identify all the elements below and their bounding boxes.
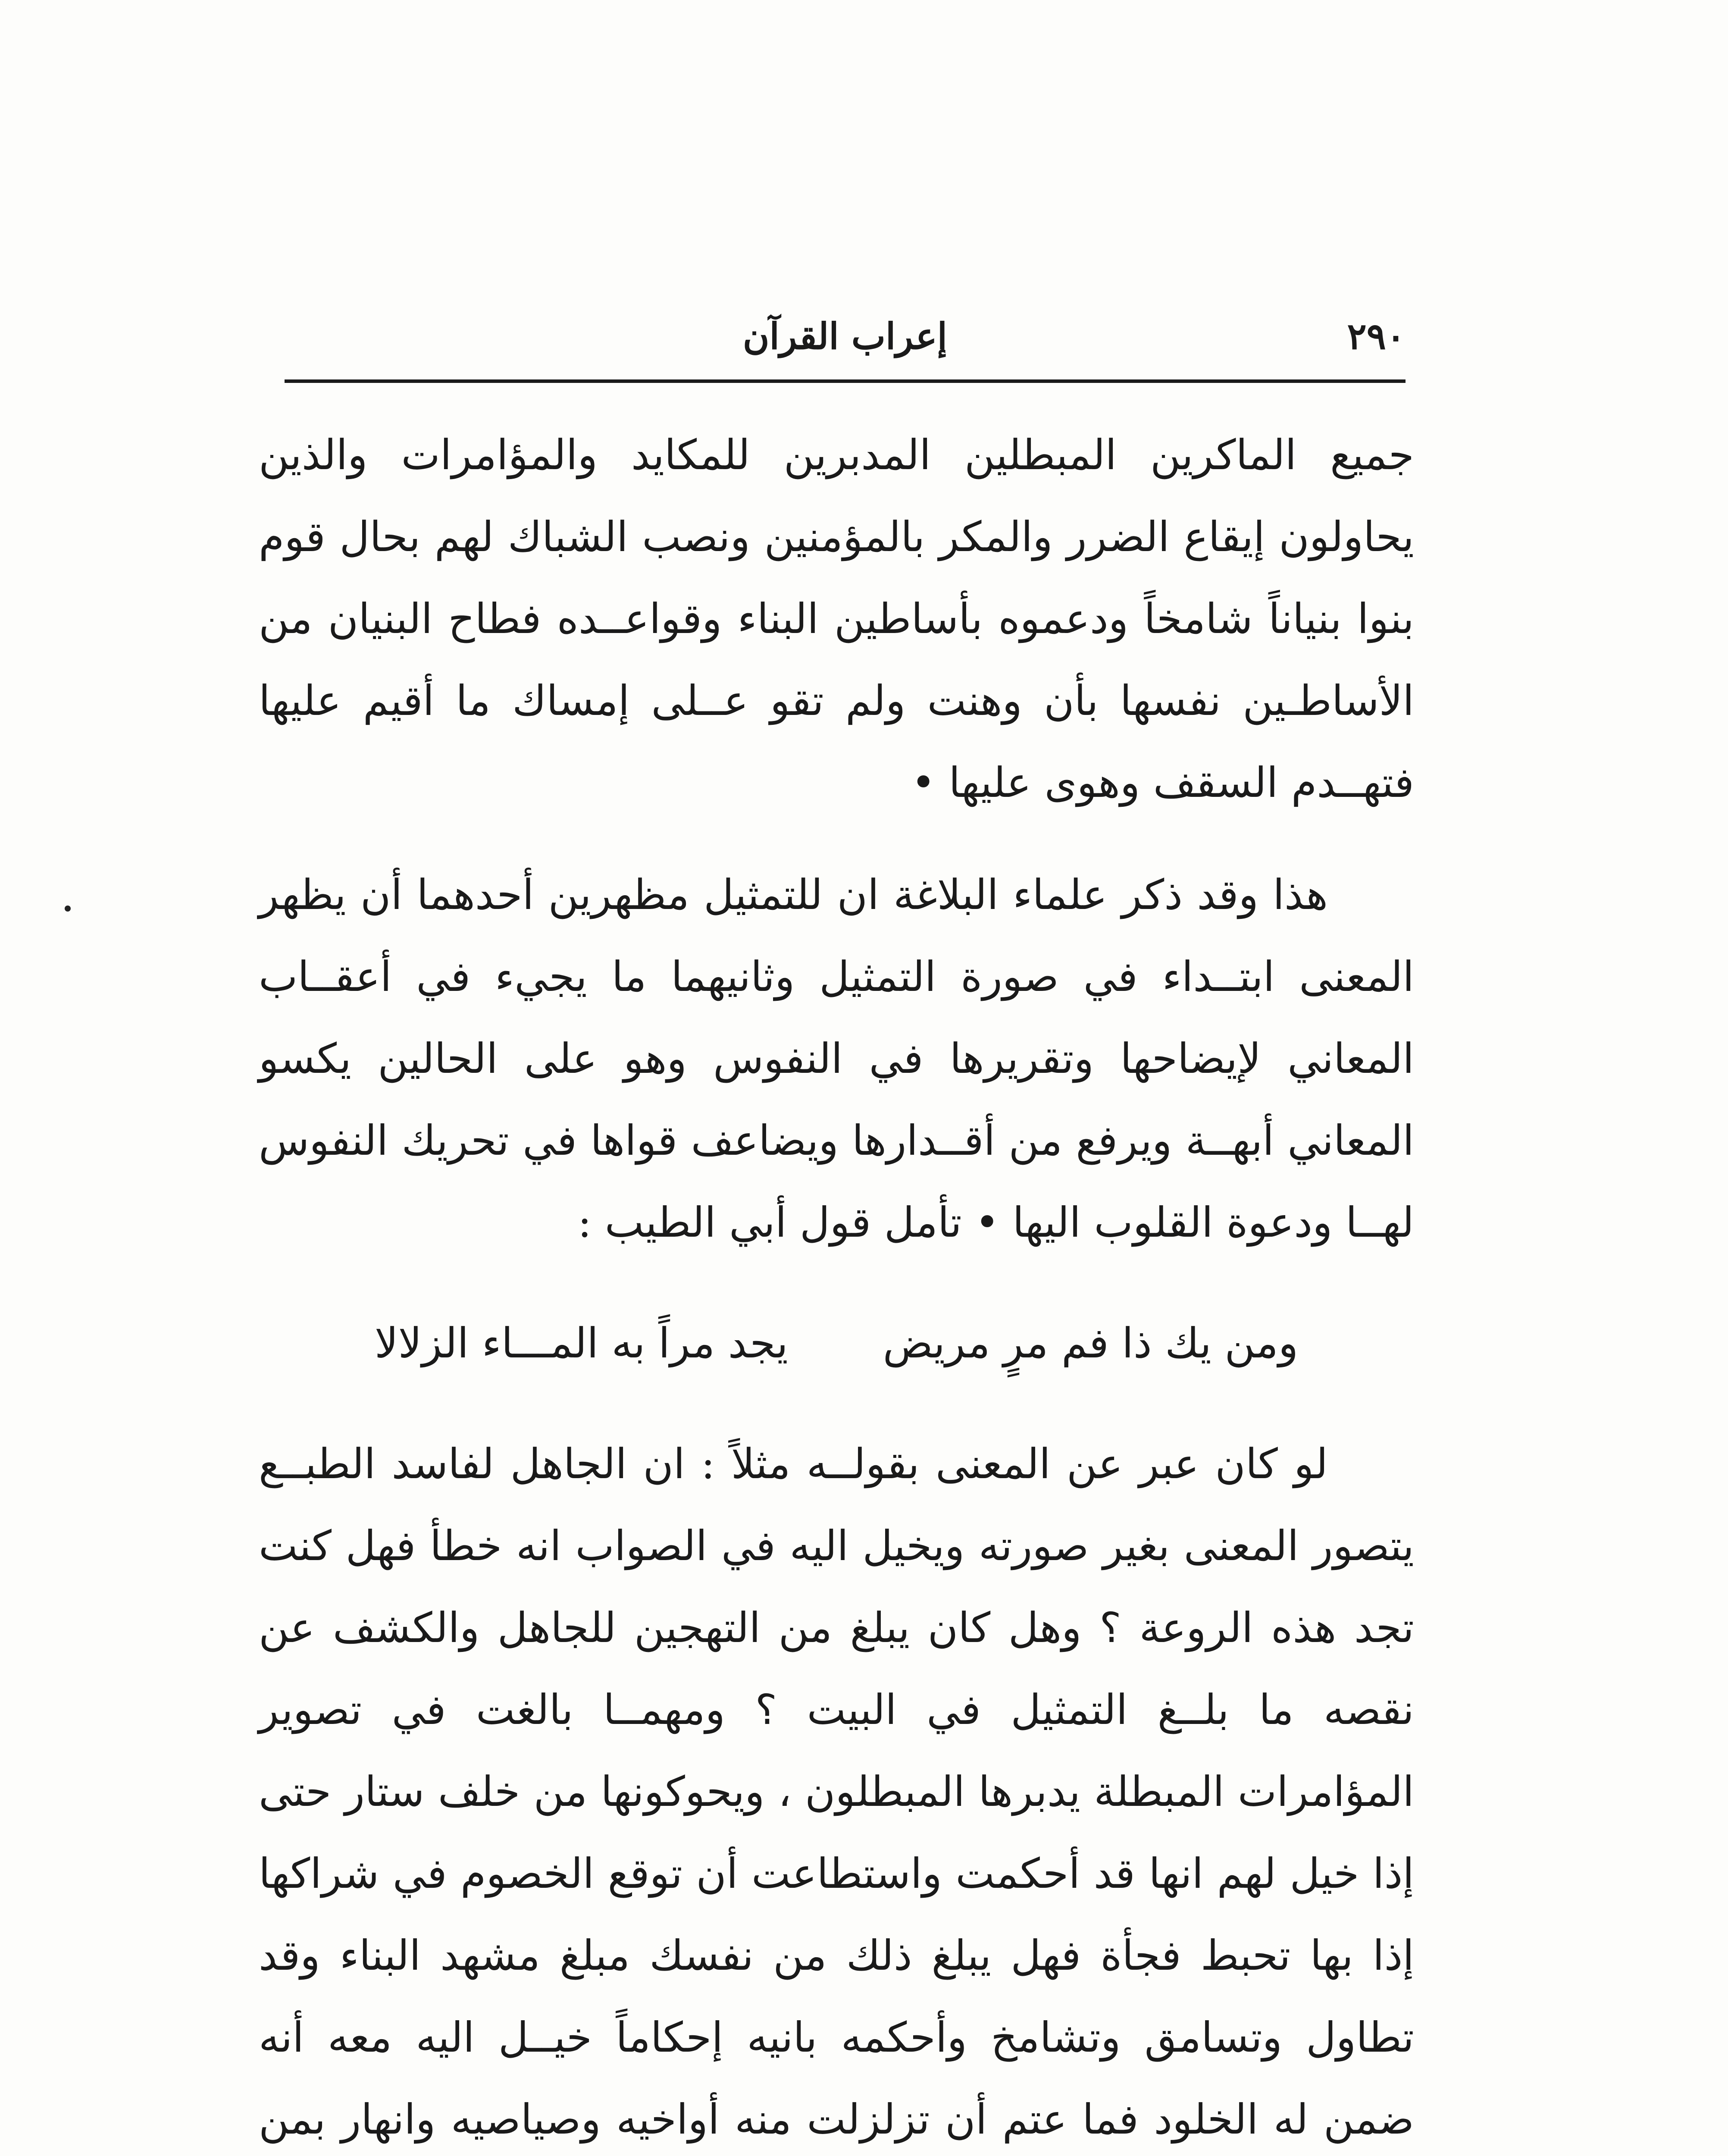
paragraph-2: هذا وقد ذكر علماء البلاغة ان للتمثيل مظهرين أحدهما أن يظهر المعنى ابتــداء في صورة التمثيل وثانيهما ما يجيء في أعقــاب المعاني لإيضاحها وتقريرها في النفوس وهو على الحالين يكسو المعاني أبهــة ويرفع من أقــدارها ويضاعف قواها في تحريك النفوس لهــا ودعوة القلوب اليها • تأمل قول أبي الطيب : xyxy=(259,871,1414,1247)
header-rule xyxy=(285,379,1406,383)
paragraph-1: جميع الماكرين المبطلين المدبرين للمكايد والمؤامرات والذين يحاولون إيقاع الضرر والمكر بالمؤمنين ونصب الشباك لهم بحال قوم بنوا بنياناً شامخاً ودعموه بأساطين البناء وقواعــده فطاح البنيان من الأساطـين نفسها بأن وهنت ولم تقو عــلى إمساك ما أقيم عليها فتهــدم السقف وهوى عليها • xyxy=(259,431,1414,807)
paragraph-gap xyxy=(259,824,1414,854)
paragraph-3: لو كان عبر عن المعنى بقولــه مثلاً : ان الجاهل لفاسد الطبــع يتصور المعنى بغير صورته ويخيل اليه في الصواب انه خطأ فهل كنت تجد هذه الروعة ؟ وهل كان يبلغ من التهجين للجاهل والكشف عن نقصه ما بلــغ التمثيل في البيت ؟ ومهمــا بالغت في تصوير المؤامرات المبطلة يدبرها المبطلون ، ويحوكونها من خلف ستار حتى إذا خيل لهم انها قد أحكمت واستطاعت أن توقع الخصوم في شراكها إذا بها تحبط فجأة فهل يبلغ ذلك من نفسك مبلغ مشهد البناء وقد تطاول وتسامق وتشامخ وأحكمه بانيه إحكاماً خيــل اليه معه أنه ضمن له الخلود فما عتم أن تزلزلت منه أواخيه وصياصيه وانهار بمن xyxy=(259,1440,1415,2143)
page-header xyxy=(285,298,1406,375)
verse-second-hemistich: يجد مراً به المـــاء الزلالا xyxy=(374,1319,788,1367)
page-number: ٢٩٠ xyxy=(1347,315,1406,357)
verse-gap xyxy=(259,1384,1414,1423)
stray-dot-mark xyxy=(65,906,71,912)
poetry-verse xyxy=(259,1302,1414,1384)
running-title: إعراب القرآن xyxy=(742,315,948,357)
body-text xyxy=(259,414,1414,2156)
verse-first-hemistich: ومن يك ذا فم مرٍ مريض xyxy=(883,1319,1299,1367)
verse-gap xyxy=(259,1263,1414,1302)
